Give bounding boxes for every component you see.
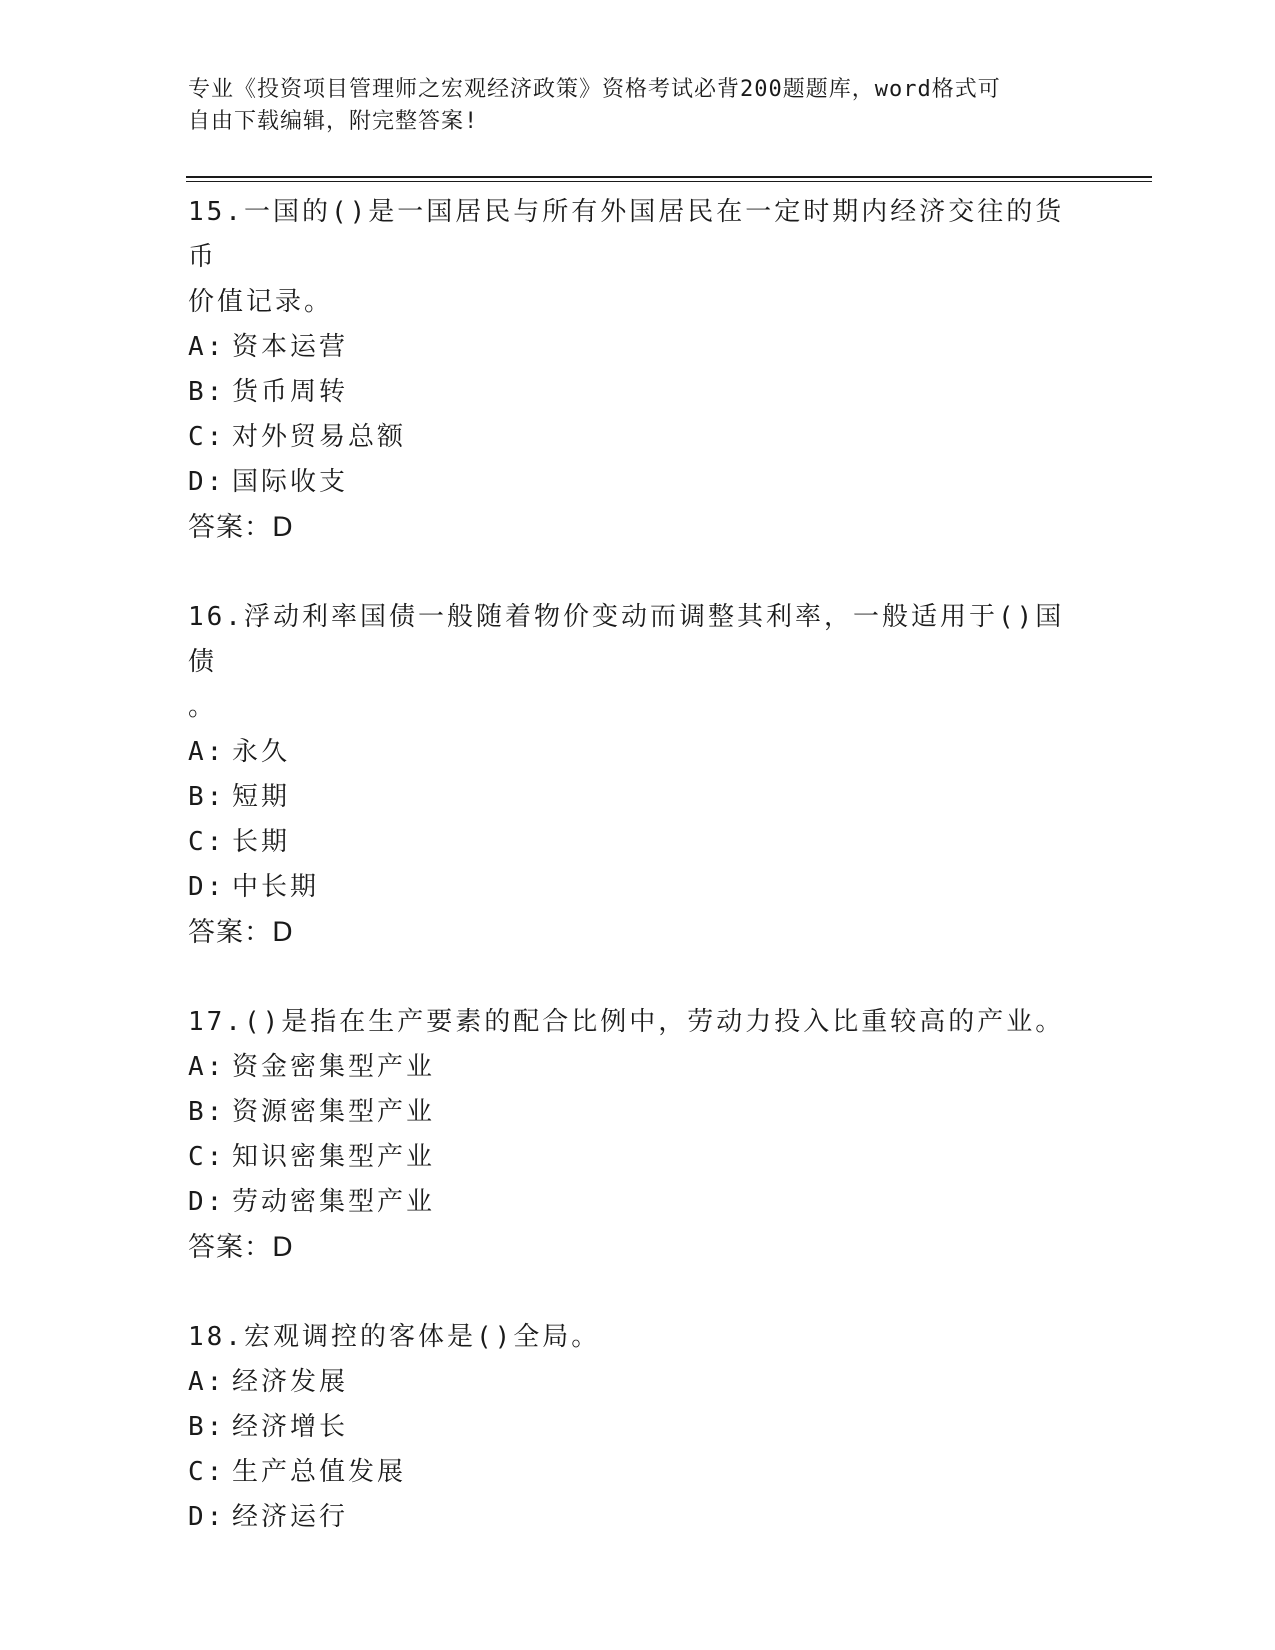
answer-option [188,325,1088,370]
answer-option [188,775,1088,820]
option-text: 长期 [232,827,291,857]
answer-key: 答案：D [188,917,294,948]
question-stem-line: 18.宏观调控的客体是()全局。 [188,1322,601,1352]
answer-option [188,1360,1088,1405]
answer-option [188,1495,1088,1540]
option-letter: B: [188,377,226,407]
answer-option [188,820,1088,865]
option-letter: D: [188,1502,226,1532]
option-letter: A: [188,332,226,362]
question-block [188,595,1088,956]
answer-option [188,1045,1088,1090]
option-text: 劳动密集型产业 [232,1187,436,1217]
answer-option [188,1135,1088,1180]
option-text: 货币周转 [232,377,349,407]
option-text: 经济增长 [232,1412,349,1442]
option-letter: C: [188,422,226,452]
document-header [188,74,1088,138]
option-text: 短期 [232,782,291,812]
header-line-2: 自由下载编辑，附完整答案! [188,109,479,134]
option-letter: B: [188,782,226,812]
answer-key: 答案：D [188,512,294,543]
question-block [188,190,1088,551]
option-text: 永久 [232,737,291,767]
answer-option [188,1405,1088,1450]
option-text: 经济发展 [232,1367,349,1397]
answer-option [188,1450,1088,1495]
option-text: 资源密集型产业 [232,1097,436,1127]
question-stem-line: 15.一国的()是一国居民与所有外国居民在一定时期内经济交往的货币 [188,197,1065,272]
option-letter: C: [188,1142,226,1172]
answer-option [188,460,1088,505]
option-letter: B: [188,1097,226,1127]
answer-option [188,370,1088,415]
option-letter: D: [188,872,226,902]
header-divider [186,176,1152,182]
option-letter: C: [188,1457,226,1487]
option-letter: A: [188,737,226,767]
option-text: 对外贸易总额 [232,422,407,452]
option-text: 生产总值发展 [232,1457,407,1487]
question-stem-line: 16.浮动利率国债一般随着物价变动而调整其利率，一般适用于()国债 [188,602,1065,677]
question-block [188,1000,1088,1271]
option-text: 知识密集型产业 [232,1142,436,1172]
option-text: 经济运行 [232,1502,349,1532]
option-text: 国际收支 [232,467,349,497]
question-list [188,190,1088,1584]
option-letter: B: [188,1412,226,1442]
option-text: 资本运营 [232,332,349,362]
header-line-1: 专业《投资项目管理师之宏观经济政策》资格考试必背200题题库，word格式可 [188,77,1001,102]
option-letter: A: [188,1367,226,1397]
answer-option [188,1180,1088,1225]
answer-option [188,865,1088,910]
question-block [188,1315,1088,1540]
option-text: 中长期 [232,872,320,902]
option-letter: D: [188,467,226,497]
option-letter: A: [188,1052,226,1082]
option-letter: D: [188,1187,226,1217]
option-letter: C: [188,827,226,857]
answer-option [188,730,1088,775]
answer-key: 答案：D [188,1232,294,1263]
question-stem-line: 价值记录。 [188,287,334,317]
answer-option [188,1090,1088,1135]
question-stem-line: 。 [188,692,218,722]
question-stem-line: 17.()是指在生产要素的配合比例中，劳动力投入比重较高的产业。 [188,1007,1065,1037]
answer-option [188,415,1088,460]
option-text: 资金密集型产业 [232,1052,436,1082]
